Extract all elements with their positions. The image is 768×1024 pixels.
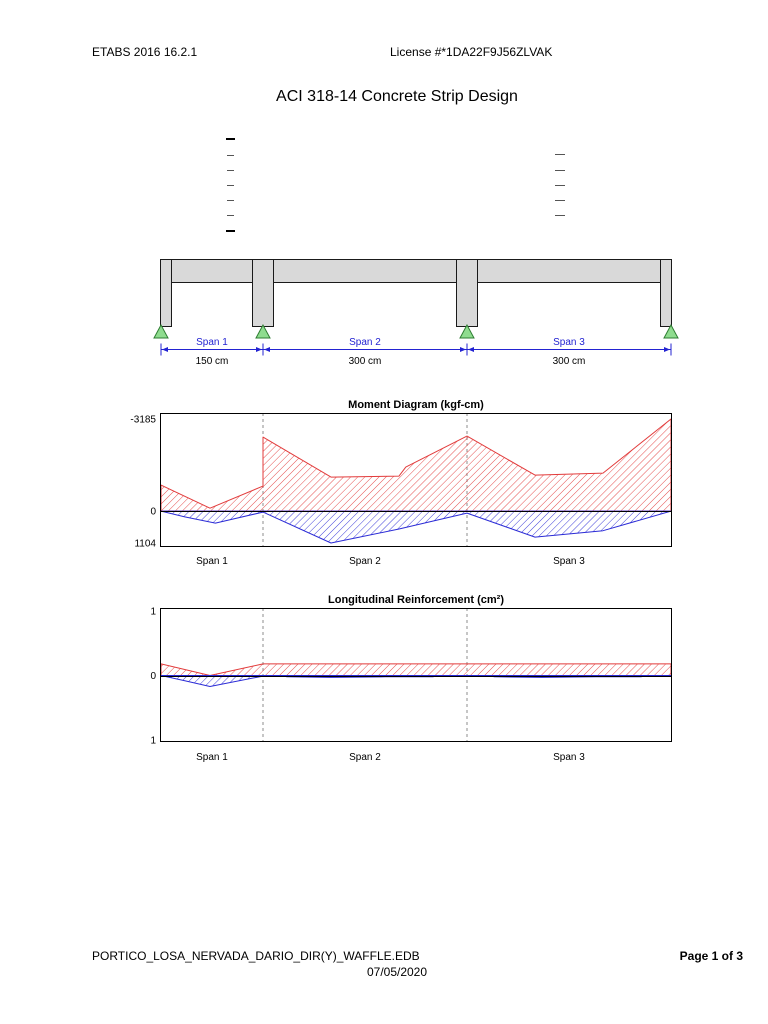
slab-strip <box>161 260 672 283</box>
page-number: Page 1 of 3 <box>679 949 743 963</box>
software-version: ETABS 2016 16.2.1 <box>92 45 198 59</box>
blank-field-line <box>227 215 234 216</box>
blank-field-line <box>226 230 235 232</box>
page-title: ACI 318-14 Concrete Strip Design <box>276 88 518 105</box>
span-label: Span 3 <box>553 337 585 348</box>
span-label: Span 1 <box>196 337 228 348</box>
x-category-label: Span 3 <box>553 556 585 567</box>
x-category-label: Span 2 <box>349 752 381 763</box>
blank-field-line <box>227 170 234 171</box>
blank-field-line <box>227 155 234 156</box>
y-tick-label: 1 <box>150 606 156 618</box>
blank-field-line <box>555 185 565 186</box>
dimension-arrow-icon <box>468 347 474 352</box>
x-category-label: Span 1 <box>196 556 228 567</box>
y-tick-label: 1 <box>150 735 156 747</box>
blank-field-line <box>555 154 565 155</box>
model-file-name: PORTICO_LOSA_NERVADA_DARIO_DIR(Y)_WAFFLE.EDB <box>92 949 420 963</box>
reinforcement-diagram <box>150 594 672 763</box>
blank-field-line <box>555 170 565 171</box>
x-category-label: Span 3 <box>553 752 585 763</box>
span-length: 300 cm <box>552 356 586 367</box>
blank-field-line <box>227 185 234 186</box>
column <box>661 260 672 327</box>
dimension-arrow-icon <box>256 347 262 352</box>
blank-field-line <box>555 200 565 201</box>
span-label: Span 2 <box>349 337 381 348</box>
chart-title: Moment Diagram (kgf-cm) <box>348 399 484 411</box>
y-tick-label: 0 <box>150 671 156 682</box>
blank-field-line <box>555 215 565 216</box>
column <box>161 260 172 327</box>
x-category-label: Span 1 <box>196 752 228 763</box>
license-number: License #*1DA22F9J56ZLVAK <box>390 45 553 59</box>
moment-diagram <box>130 399 672 567</box>
beam-elevation <box>154 260 678 368</box>
blank-field-line <box>226 138 235 140</box>
dimension-arrow-icon <box>460 347 466 352</box>
y-tick-label: 1104 <box>134 538 156 550</box>
column <box>253 260 274 327</box>
dimension-arrow-icon <box>664 347 670 352</box>
span-length: 300 cm <box>348 356 382 367</box>
dimension-arrow-icon <box>162 347 168 352</box>
report-date: 07/05/2020 <box>366 965 428 979</box>
chart-title: Longitudinal Reinforcement (cm²) <box>328 594 504 606</box>
blank-field-line <box>227 200 234 201</box>
y-tick-label: -3185 <box>130 414 156 426</box>
dimension-arrow-icon <box>264 347 270 352</box>
y-tick-label: 0 <box>150 506 156 518</box>
column <box>457 260 478 327</box>
x-category-label: Span 2 <box>349 556 381 567</box>
span-length: 150 cm <box>195 356 229 367</box>
